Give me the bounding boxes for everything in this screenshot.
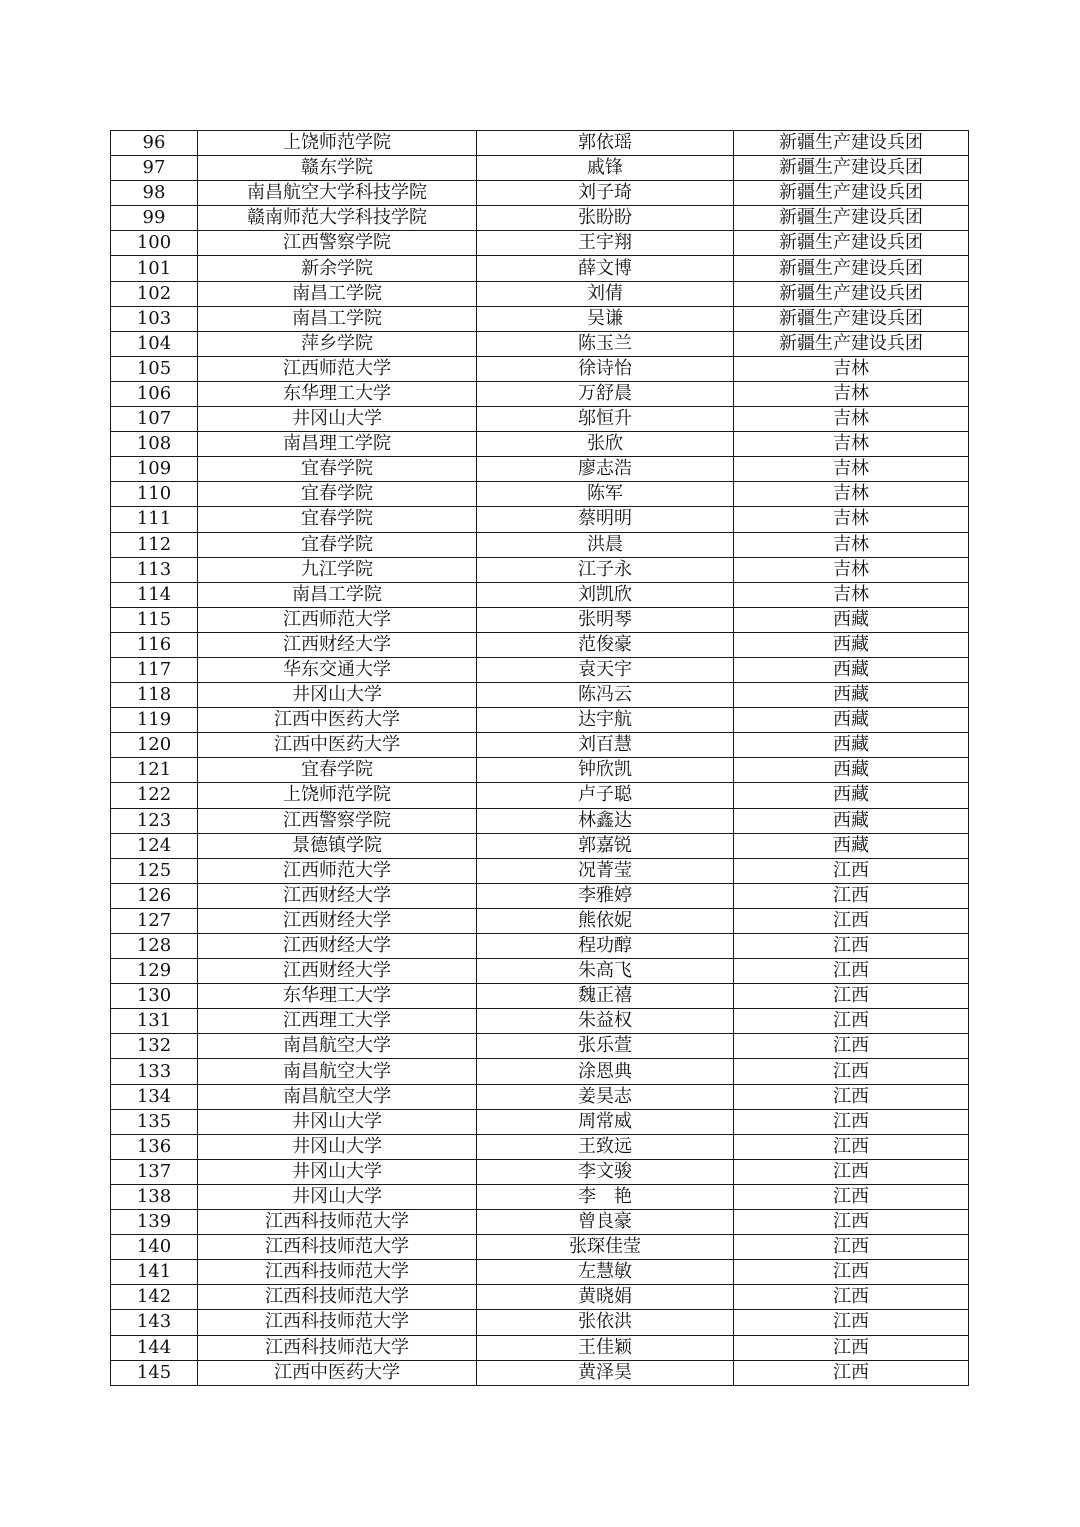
school-cell: 东华理工大学 <box>198 984 477 1009</box>
assigned-region-cell: 江西 <box>734 1210 969 1235</box>
assigned-region-cell: 江西 <box>734 1134 969 1159</box>
assigned-region-cell: 江西 <box>734 1360 969 1385</box>
school-cell: 江西财经大学 <box>198 883 477 908</box>
table-row <box>111 657 969 682</box>
assigned-region-cell: 江西 <box>734 959 969 984</box>
assigned-region-cell: 江西 <box>734 858 969 883</box>
assigned-region-cell: 西藏 <box>734 808 969 833</box>
assigned-region-cell: 吉林 <box>734 457 969 482</box>
student-name-cell: 李文骏 <box>477 1159 734 1184</box>
row-number-cell: 110 <box>111 482 198 507</box>
assigned-region-cell: 吉林 <box>734 582 969 607</box>
school-cell: 宜春学院 <box>198 758 477 783</box>
assigned-region-cell: 西藏 <box>734 657 969 682</box>
assigned-region-cell: 新疆生产建设兵团 <box>734 331 969 356</box>
school-cell: 江西科技师范大学 <box>198 1260 477 1285</box>
student-name-cell: 林鑫达 <box>477 808 734 833</box>
school-cell: 井冈山大学 <box>198 1134 477 1159</box>
school-cell: 江西师范大学 <box>198 858 477 883</box>
row-number-cell: 134 <box>111 1084 198 1109</box>
row-number-cell: 132 <box>111 1034 198 1059</box>
assigned-region-cell: 江西 <box>734 1084 969 1109</box>
student-name-cell: 刘凯欣 <box>477 582 734 607</box>
student-name-cell: 陈冯云 <box>477 683 734 708</box>
row-number-cell: 105 <box>111 356 198 381</box>
table-row <box>111 1184 969 1209</box>
row-number-cell: 121 <box>111 758 198 783</box>
table-row <box>111 156 969 181</box>
table-row <box>111 281 969 306</box>
assigned-region-cell: 新疆生产建设兵团 <box>734 156 969 181</box>
school-cell: 南昌航空大学 <box>198 1059 477 1084</box>
row-number-cell: 104 <box>111 331 198 356</box>
assigned-region-cell: 西藏 <box>734 758 969 783</box>
row-number-cell: 124 <box>111 833 198 858</box>
student-name-cell: 徐诗怡 <box>477 356 734 381</box>
table-row <box>111 1285 969 1310</box>
table-row <box>111 934 969 959</box>
row-number-cell: 125 <box>111 858 198 883</box>
student-name-cell: 邬恒升 <box>477 407 734 432</box>
school-cell: 宜春学院 <box>198 507 477 532</box>
row-number-cell: 102 <box>111 281 198 306</box>
school-cell: 南昌工学院 <box>198 582 477 607</box>
row-number-cell: 98 <box>111 181 198 206</box>
row-number-cell: 103 <box>111 306 198 331</box>
school-cell: 江西科技师范大学 <box>198 1235 477 1260</box>
assigned-region-cell: 江西 <box>734 1184 969 1209</box>
assigned-region-cell: 江西 <box>734 984 969 1009</box>
student-name-cell: 范俊豪 <box>477 632 734 657</box>
assigned-region-cell: 吉林 <box>734 507 969 532</box>
row-number-cell: 133 <box>111 1059 198 1084</box>
school-cell: 江西科技师范大学 <box>198 1310 477 1335</box>
assigned-region-cell: 吉林 <box>734 432 969 457</box>
row-number-cell: 138 <box>111 1184 198 1209</box>
student-name-cell: 熊依妮 <box>477 908 734 933</box>
school-cell: 井冈山大学 <box>198 1109 477 1134</box>
school-cell: 江西科技师范大学 <box>198 1210 477 1235</box>
row-number-cell: 115 <box>111 607 198 632</box>
row-number-cell: 96 <box>111 131 198 156</box>
assigned-region-cell: 西藏 <box>734 708 969 733</box>
school-cell: 江西理工大学 <box>198 1009 477 1034</box>
student-name-cell: 廖志浩 <box>477 457 734 482</box>
student-name-cell: 江子永 <box>477 557 734 582</box>
row-number-cell: 123 <box>111 808 198 833</box>
school-cell: 井冈山大学 <box>198 683 477 708</box>
table-row <box>111 808 969 833</box>
row-number-cell: 112 <box>111 532 198 557</box>
table-row <box>111 1059 969 1084</box>
student-name-cell: 陈军 <box>477 482 734 507</box>
table-row <box>111 206 969 231</box>
table-row <box>111 783 969 808</box>
student-name-cell: 张乐萱 <box>477 1034 734 1059</box>
student-name-cell: 涂恩典 <box>477 1059 734 1084</box>
school-cell: 宜春学院 <box>198 532 477 557</box>
student-name-cell: 曾良豪 <box>477 1210 734 1235</box>
school-cell: 江西师范大学 <box>198 607 477 632</box>
table-row <box>111 632 969 657</box>
student-name-cell: 黄晓娟 <box>477 1285 734 1310</box>
row-number-cell: 136 <box>111 1134 198 1159</box>
row-number-cell: 117 <box>111 657 198 682</box>
student-name-cell: 张盼盼 <box>477 206 734 231</box>
row-number-cell: 131 <box>111 1009 198 1034</box>
table-row <box>111 1034 969 1059</box>
assigned-region-cell: 新疆生产建设兵团 <box>734 206 969 231</box>
row-number-cell: 127 <box>111 908 198 933</box>
school-cell: 东华理工大学 <box>198 381 477 406</box>
table-row <box>111 858 969 883</box>
student-name-cell: 刘子琦 <box>477 181 734 206</box>
table-row <box>111 1134 969 1159</box>
row-number-cell: 135 <box>111 1109 198 1134</box>
table-row <box>111 1109 969 1134</box>
school-cell: 宜春学院 <box>198 457 477 482</box>
table-row <box>111 607 969 632</box>
assigned-region-cell: 新疆生产建设兵团 <box>734 256 969 281</box>
table-row <box>111 381 969 406</box>
row-number-cell: 107 <box>111 407 198 432</box>
student-name-cell: 郭依瑶 <box>477 131 734 156</box>
assigned-region-cell: 新疆生产建设兵团 <box>734 231 969 256</box>
student-name-cell: 薛文博 <box>477 256 734 281</box>
row-number-cell: 99 <box>111 206 198 231</box>
assigned-region-cell: 西藏 <box>734 683 969 708</box>
student-name-cell: 姜昊志 <box>477 1084 734 1109</box>
student-name-cell: 达宇航 <box>477 708 734 733</box>
row-number-cell: 106 <box>111 381 198 406</box>
student-name-cell: 左慧敏 <box>477 1260 734 1285</box>
school-cell: 江西财经大学 <box>198 908 477 933</box>
row-number-cell: 109 <box>111 457 198 482</box>
school-cell: 江西财经大学 <box>198 934 477 959</box>
school-cell: 萍乡学院 <box>198 331 477 356</box>
student-name-cell: 张琛佳莹 <box>477 1235 734 1260</box>
assigned-region-cell: 江西 <box>734 1009 969 1034</box>
student-name-cell: 卢子聪 <box>477 783 734 808</box>
table-row <box>111 1360 969 1385</box>
table-row <box>111 708 969 733</box>
student-name-cell: 魏正禧 <box>477 984 734 1009</box>
school-cell: 江西科技师范大学 <box>198 1335 477 1360</box>
table-row <box>111 457 969 482</box>
school-cell: 南昌航空大学 <box>198 1084 477 1109</box>
assigned-region-cell: 江西 <box>734 1310 969 1335</box>
student-name-cell: 刘百慧 <box>477 733 734 758</box>
student-name-cell: 刘倩 <box>477 281 734 306</box>
student-name-cell: 洪晨 <box>477 532 734 557</box>
table-row <box>111 356 969 381</box>
school-cell: 江西师范大学 <box>198 356 477 381</box>
row-number-cell: 126 <box>111 883 198 908</box>
assigned-region-cell: 江西 <box>734 934 969 959</box>
table-row <box>111 532 969 557</box>
school-cell: 上饶师范学院 <box>198 783 477 808</box>
assigned-region-cell: 吉林 <box>734 482 969 507</box>
row-number-cell: 137 <box>111 1159 198 1184</box>
assigned-region-cell: 江西 <box>734 1260 969 1285</box>
row-number-cell: 114 <box>111 582 198 607</box>
assigned-region-cell: 吉林 <box>734 532 969 557</box>
assigned-region-cell: 西藏 <box>734 833 969 858</box>
school-cell: 井冈山大学 <box>198 407 477 432</box>
assigned-region-cell: 西藏 <box>734 632 969 657</box>
student-name-cell: 朱益权 <box>477 1009 734 1034</box>
assigned-region-cell: 江西 <box>734 1285 969 1310</box>
row-number-cell: 122 <box>111 783 198 808</box>
school-cell: 江西中医药大学 <box>198 733 477 758</box>
table-row <box>111 1159 969 1184</box>
row-number-cell: 116 <box>111 632 198 657</box>
row-number-cell: 100 <box>111 231 198 256</box>
table-row <box>111 256 969 281</box>
assigned-region-cell: 新疆生产建设兵团 <box>734 281 969 306</box>
table-row <box>111 833 969 858</box>
table-row <box>111 1335 969 1360</box>
student-name-cell: 郭嘉锐 <box>477 833 734 858</box>
school-cell: 江西中医药大学 <box>198 708 477 733</box>
assigned-region-cell: 江西 <box>734 1335 969 1360</box>
row-number-cell: 144 <box>111 1335 198 1360</box>
school-cell: 井冈山大学 <box>198 1184 477 1209</box>
table-row <box>111 1084 969 1109</box>
assigned-region-cell: 吉林 <box>734 356 969 381</box>
school-cell: 赣南师范大学科技学院 <box>198 206 477 231</box>
roster-table-body <box>111 131 969 1386</box>
table-row <box>111 1310 969 1335</box>
student-name-cell: 王致远 <box>477 1134 734 1159</box>
row-number-cell: 119 <box>111 708 198 733</box>
table-row <box>111 407 969 432</box>
row-number-cell: 120 <box>111 733 198 758</box>
table-row <box>111 507 969 532</box>
student-name-cell: 黄泽昊 <box>477 1360 734 1385</box>
row-number-cell: 143 <box>111 1310 198 1335</box>
student-name-cell: 蔡明明 <box>477 507 734 532</box>
row-number-cell: 101 <box>111 256 198 281</box>
school-cell: 井冈山大学 <box>198 1159 477 1184</box>
student-name-cell: 王佳颖 <box>477 1335 734 1360</box>
assigned-region-cell: 新疆生产建设兵团 <box>734 181 969 206</box>
row-number-cell: 130 <box>111 984 198 1009</box>
school-cell: 上饶师范学院 <box>198 131 477 156</box>
assigned-region-cell: 江西 <box>734 1109 969 1134</box>
assigned-region-cell: 西藏 <box>734 607 969 632</box>
table-row <box>111 733 969 758</box>
table-row <box>111 883 969 908</box>
assigned-region-cell: 江西 <box>734 1034 969 1059</box>
table-row <box>111 131 969 156</box>
student-name-cell: 张依洪 <box>477 1310 734 1335</box>
assigned-region-cell: 江西 <box>734 1059 969 1084</box>
student-name-cell: 张欣 <box>477 432 734 457</box>
student-name-cell: 袁天宇 <box>477 657 734 682</box>
assigned-region-cell: 江西 <box>734 883 969 908</box>
row-number-cell: 139 <box>111 1210 198 1235</box>
row-number-cell: 140 <box>111 1235 198 1260</box>
table-row <box>111 1235 969 1260</box>
table-row <box>111 1009 969 1034</box>
student-name-cell: 况菁莹 <box>477 858 734 883</box>
row-number-cell: 129 <box>111 959 198 984</box>
school-cell: 赣东学院 <box>198 156 477 181</box>
student-name-cell: 王宇翔 <box>477 231 734 256</box>
school-cell: 江西科技师范大学 <box>198 1285 477 1310</box>
school-cell: 江西警察学院 <box>198 231 477 256</box>
school-cell: 江西警察学院 <box>198 808 477 833</box>
row-number-cell: 111 <box>111 507 198 532</box>
table-row <box>111 758 969 783</box>
assigned-region-cell: 新疆生产建设兵团 <box>734 131 969 156</box>
school-cell: 南昌航空大学科技学院 <box>198 181 477 206</box>
student-name-cell: 钟欣凯 <box>477 758 734 783</box>
school-cell: 景德镇学院 <box>198 833 477 858</box>
school-cell: 南昌理工学院 <box>198 432 477 457</box>
school-cell: 南昌工学院 <box>198 306 477 331</box>
assigned-region-cell: 吉林 <box>734 407 969 432</box>
student-name-cell: 戚锋 <box>477 156 734 181</box>
student-name-cell: 吴谦 <box>477 306 734 331</box>
school-cell: 宜春学院 <box>198 482 477 507</box>
student-name-cell: 程功醇 <box>477 934 734 959</box>
assigned-region-cell: 江西 <box>734 1235 969 1260</box>
student-name-cell: 周常威 <box>477 1109 734 1134</box>
table-row <box>111 482 969 507</box>
assigned-region-cell: 江西 <box>734 1159 969 1184</box>
row-number-cell: 118 <box>111 683 198 708</box>
school-cell: 新余学院 <box>198 256 477 281</box>
table-row <box>111 557 969 582</box>
row-number-cell: 108 <box>111 432 198 457</box>
assigned-region-cell: 吉林 <box>734 557 969 582</box>
table-row <box>111 181 969 206</box>
school-cell: 江西中医药大学 <box>198 1360 477 1385</box>
row-number-cell: 97 <box>111 156 198 181</box>
student-name-cell: 陈玉兰 <box>477 331 734 356</box>
table-row <box>111 582 969 607</box>
table-row <box>111 984 969 1009</box>
table-row <box>111 683 969 708</box>
table-row <box>111 231 969 256</box>
school-cell: 江西财经大学 <box>198 632 477 657</box>
table-row <box>111 331 969 356</box>
school-cell: 江西财经大学 <box>198 959 477 984</box>
table-row <box>111 1260 969 1285</box>
table-row <box>111 1210 969 1235</box>
assigned-region-cell: 西藏 <box>734 783 969 808</box>
row-number-cell: 145 <box>111 1360 198 1385</box>
school-cell: 南昌工学院 <box>198 281 477 306</box>
row-number-cell: 141 <box>111 1260 198 1285</box>
row-number-cell: 142 <box>111 1285 198 1310</box>
assigned-region-cell: 西藏 <box>734 733 969 758</box>
assigned-region-cell: 新疆生产建设兵团 <box>734 306 969 331</box>
student-name-cell: 万舒晨 <box>477 381 734 406</box>
student-name-cell: 朱高飞 <box>477 959 734 984</box>
student-name-cell: 李 艳 <box>477 1184 734 1209</box>
student-name-cell: 李雅婷 <box>477 883 734 908</box>
student-name-cell: 张明琴 <box>477 607 734 632</box>
table-row <box>111 306 969 331</box>
school-cell: 南昌航空大学 <box>198 1034 477 1059</box>
school-cell: 华东交通大学 <box>198 657 477 682</box>
table-row <box>111 908 969 933</box>
table-row <box>111 432 969 457</box>
roster-table <box>110 130 969 1386</box>
table-row <box>111 959 969 984</box>
assigned-region-cell: 吉林 <box>734 381 969 406</box>
row-number-cell: 113 <box>111 557 198 582</box>
assigned-region-cell: 江西 <box>734 908 969 933</box>
school-cell: 九江学院 <box>198 557 477 582</box>
row-number-cell: 128 <box>111 934 198 959</box>
